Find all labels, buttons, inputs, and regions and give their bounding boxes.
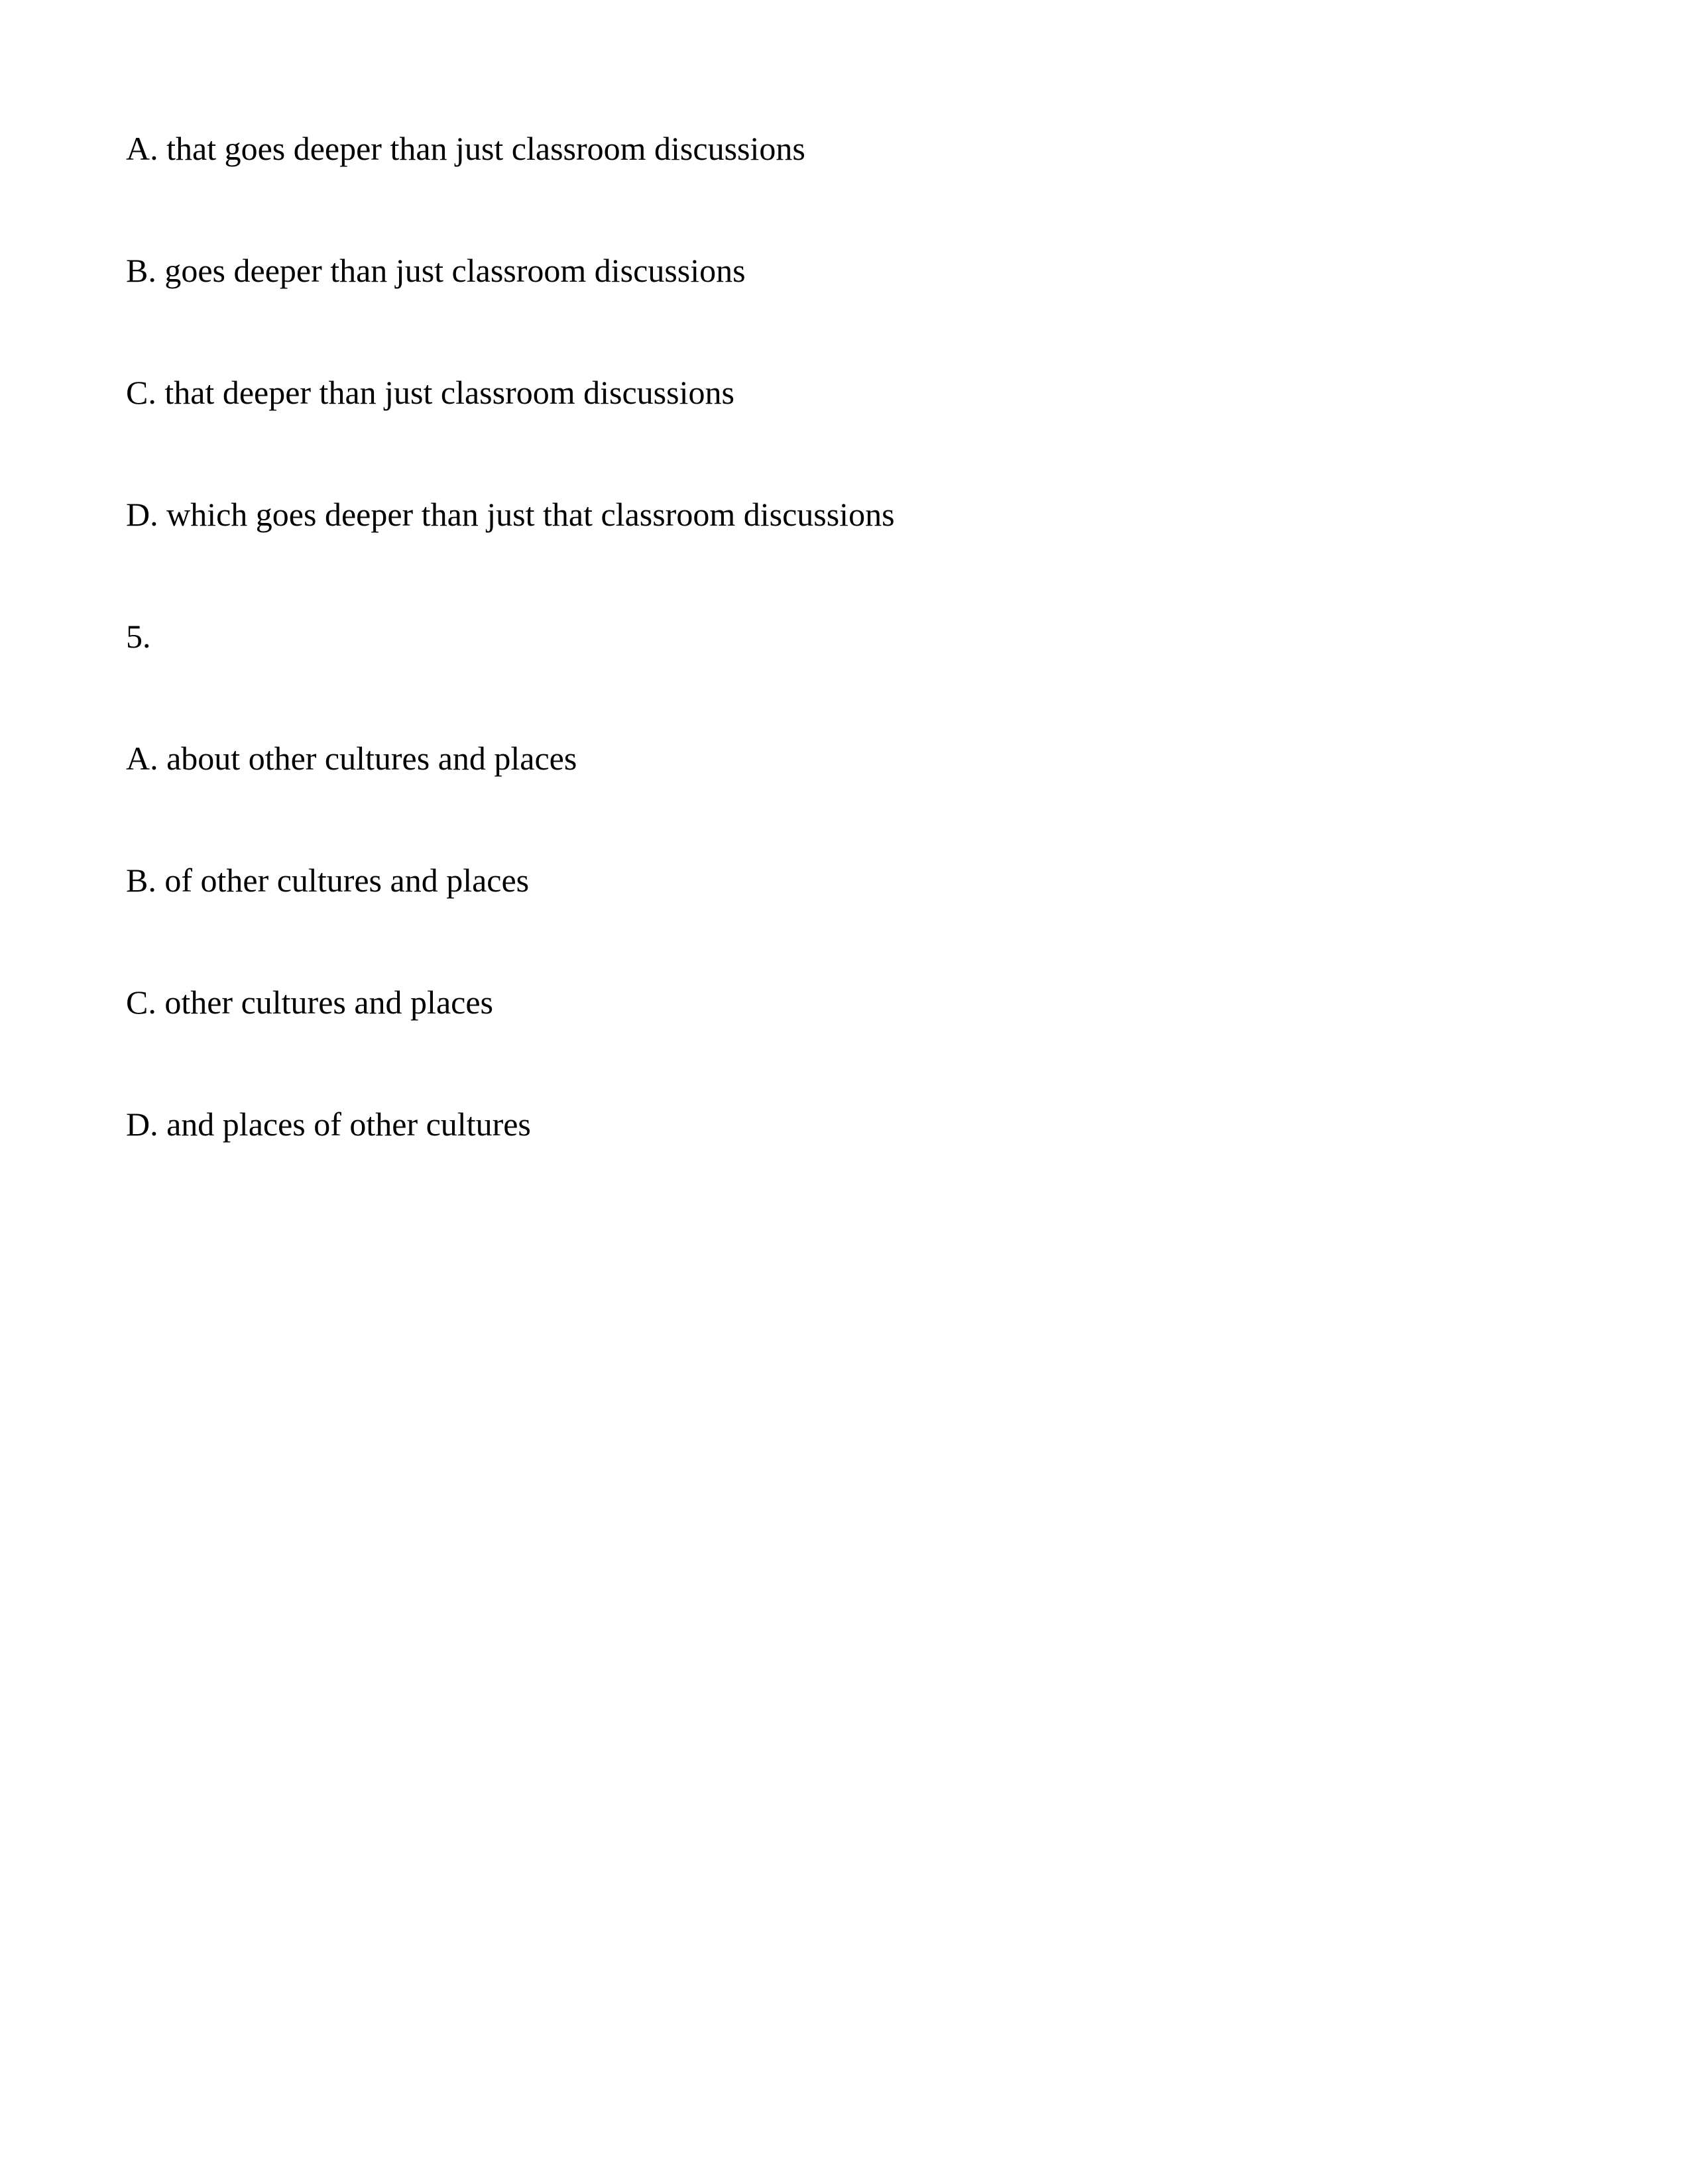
question-text-block: [126, 87, 1592, 1185]
question5-option-d: D. and places of other cultures: [126, 1106, 531, 1143]
question4-option-d: D. which goes deeper than just that classroom discussions: [126, 496, 895, 533]
question5-option-b: B. of other cultures and places: [126, 862, 530, 899]
question5-number: 5.: [126, 618, 151, 655]
question4-option-a: A. that goes deeper than just classroom discussions: [126, 130, 805, 167]
question5-option-c: C. other cultures and places: [126, 984, 493, 1021]
question4-option-c: C. that deeper than just classroom discussions: [126, 374, 734, 411]
question4-option-b: B. goes deeper than just classroom discussions: [126, 252, 746, 289]
question5-option-a: A. about other cultures and places: [126, 740, 577, 777]
